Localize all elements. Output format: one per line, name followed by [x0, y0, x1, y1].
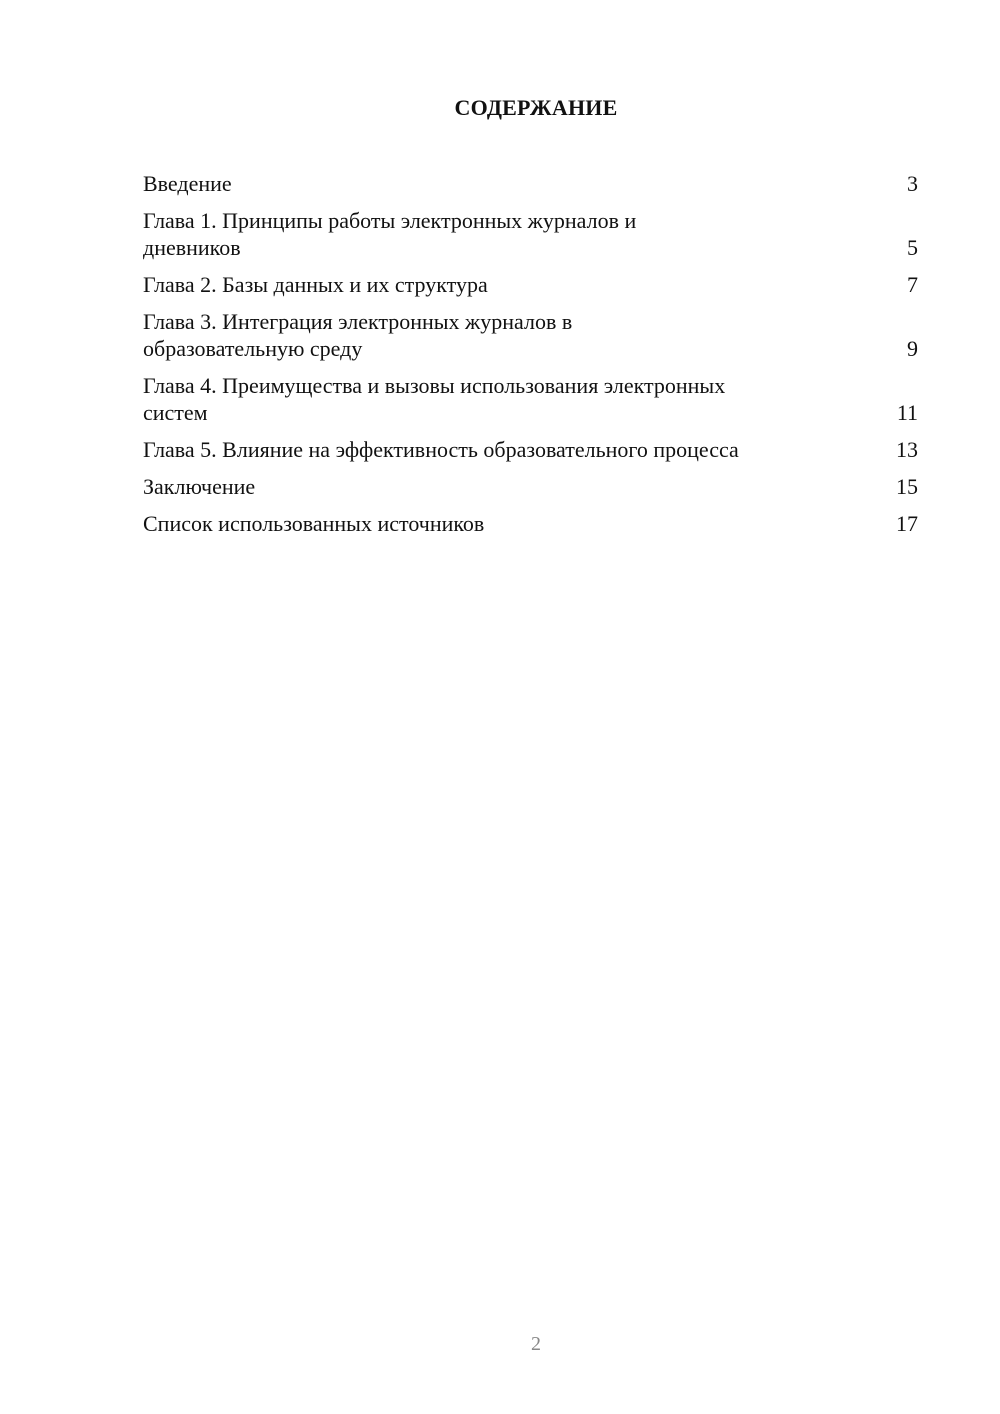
- toc-entry-page: 9: [907, 336, 918, 361]
- toc-entry-introduction[interactable]: [143, 170, 918, 197]
- toc-entry-page: 13: [896, 437, 918, 462]
- toc-entry-chapter-4[interactable]: [143, 372, 918, 426]
- toc-entry-chapter-3[interactable]: [143, 308, 918, 362]
- toc-entry-page: 17: [896, 511, 918, 536]
- toc-entry-title: Глава 1. Принципы работы электронных журналов и дневников: [143, 208, 637, 260]
- toc-entry-chapter-1[interactable]: [143, 207, 918, 261]
- toc-entry-title: Введение: [143, 171, 232, 196]
- toc-entry-chapter-2[interactable]: [143, 271, 918, 298]
- toc-entry-title: Глава 3. Интеграция электронных журналов в образовательную среду: [143, 309, 573, 361]
- toc-entry-references[interactable]: [143, 510, 918, 537]
- page-title: СОДЕРЖАНИЕ: [454, 95, 618, 120]
- toc-entry-page: 15: [896, 474, 918, 499]
- toc-entry-title: Глава 4. Преимущества и вызовы использования электронных систем: [143, 373, 726, 425]
- toc-entry-page: 11: [896, 400, 918, 425]
- table-of-contents: [143, 170, 918, 547]
- toc-entry-chapter-5[interactable]: [143, 436, 918, 463]
- toc-entry-title: Список использованных источников: [143, 511, 485, 536]
- toc-entry-page: 7: [907, 272, 918, 297]
- page-number: 2: [531, 1333, 541, 1355]
- toc-entry-title: Глава 2. Базы данных и их структура: [143, 272, 488, 297]
- toc-entry-title: Глава 5. Влияние на эффективность образовательного процесса: [143, 437, 739, 462]
- toc-entry-conclusion[interactable]: [143, 473, 918, 500]
- toc-entry-title: Заключение: [143, 474, 256, 499]
- toc-entry-page: 3: [907, 171, 918, 196]
- toc-entry-page: 5: [907, 235, 918, 260]
